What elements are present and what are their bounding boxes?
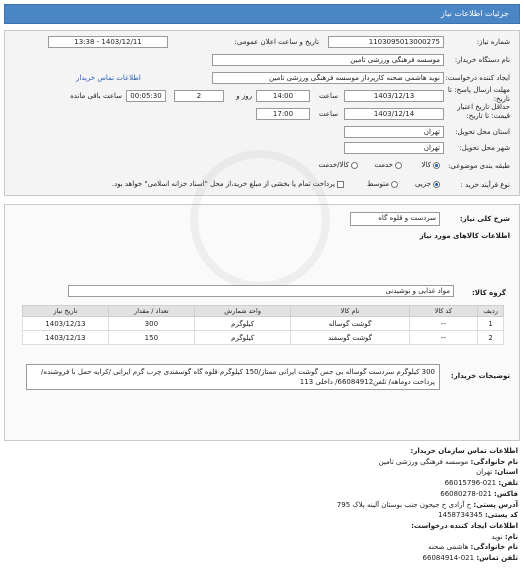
contact-address: آدرس پستی: خ آزادی خ جیحون جنب بوستان آلینه پلاک 795 xyxy=(336,500,518,509)
city-field: تهران xyxy=(344,142,444,154)
need-number-field: 1103095013000275 xyxy=(328,36,444,48)
buyer-notes-label: توضیحات خریدار: xyxy=(450,372,510,380)
creator-label: ایجاد کننده درخواست: xyxy=(445,74,510,82)
validity-label-2: قیمت: تا تاریخ: xyxy=(466,112,510,120)
table-header-row xyxy=(23,306,504,317)
days-field: 2 xyxy=(174,90,224,102)
validity-time-label: ساعت xyxy=(318,110,338,118)
goods-table xyxy=(22,305,504,345)
radio-icon xyxy=(391,181,398,188)
cell-row-number: 1 xyxy=(478,317,504,331)
process-option-minor[interactable]: جزیی xyxy=(415,180,440,188)
cell-qty: 300 xyxy=(108,317,194,331)
cell-name: گوشت گوساله xyxy=(291,317,409,331)
radio-icon xyxy=(351,162,358,169)
process-label: نوع فرآیند خرید : xyxy=(460,181,510,189)
col-header-row: ردیف xyxy=(478,306,504,317)
process-option-medium[interactable]: متوسط xyxy=(367,180,398,188)
cell-name: گوشت گوسفند xyxy=(291,331,409,345)
contact-section xyxy=(6,446,518,564)
col-header-date: تاریخ نیاز xyxy=(23,306,109,317)
creator-family: نام خانوادگی: هاشمی صحنه xyxy=(428,543,518,552)
table-row xyxy=(23,331,504,345)
contact-postal: کد پستی: 1458734345 xyxy=(438,511,518,520)
cell-qty: 150 xyxy=(108,331,194,345)
validity-date-field: 1403/12/14 xyxy=(344,108,444,120)
days-label: روز و xyxy=(236,92,252,100)
col-header-unit: واحد شمارش xyxy=(194,306,291,317)
deadline-time-label: ساعت xyxy=(318,92,338,100)
deadline-label-2: تاریخ: xyxy=(493,95,510,103)
province-label: استان محل تحویل: xyxy=(455,128,510,136)
category-option-both[interactable]: کالا/خدمت xyxy=(319,161,358,169)
page-header xyxy=(4,4,520,24)
payment-checkbox[interactable]: پرداخت تمام یا بخشی از مبلغ خرید،از محل "اسناد خزانه اسلامی" خواهد بود. xyxy=(112,180,344,188)
validity-label-1: حداقل تاریخ اعتبار xyxy=(457,103,510,111)
buyer-notes-field: 300 کیلوگرم سردست گوساله بی جس گوشت ایرانی ممتاز/150 کیلوگرم قلوه گاه گوسفندی چرب گرم ایرانی /کرایه حمل با فروشنده/ پرداخت دوماهه/ تلفن66084912/ داخلی 113 xyxy=(26,364,440,390)
buyer-label: نام دستگاه خریدار: xyxy=(454,56,510,64)
category-option-service[interactable]: خدمت xyxy=(374,161,402,169)
cell-date: 1403/12/13 xyxy=(23,331,109,345)
remaining-field: 00:05:30 xyxy=(126,90,166,102)
buyer-field: موسسه فرهنگی ورزشی تامین xyxy=(212,54,444,66)
cell-code: -- xyxy=(409,317,478,331)
buyer-contact-link[interactable]: اطلاعات تماس خریدار xyxy=(76,74,141,82)
radio-selected-icon xyxy=(433,181,440,188)
city-label: شهر محل تحویل: xyxy=(459,144,510,152)
creator-name: نام: نوید xyxy=(491,532,518,541)
col-header-name: نام کالا xyxy=(291,306,409,317)
creator-phone: تلفن تماس: 021-66084914 xyxy=(422,554,518,563)
contact-fax: فاکس: 021-66080278 xyxy=(440,489,518,498)
province-field: تهران xyxy=(344,126,444,138)
deadline-time-field: 14:00 xyxy=(256,90,310,102)
contact-title: اطلاعات تماس سازمان خریدار: xyxy=(410,447,518,455)
page-title: جزئیات اطلاعات نیاز xyxy=(440,9,509,18)
radio-selected-icon xyxy=(433,162,440,169)
cell-row-number: 2 xyxy=(478,331,504,345)
checkbox-icon xyxy=(337,181,344,188)
contact-phone: تلفن: 021-66015796 xyxy=(444,479,518,488)
col-header-code: کد کالا xyxy=(409,306,478,317)
creator-field: نوید هاشمی صحنه کارپرداز موسسه فرهنگی ورزشی تامین xyxy=(212,72,444,84)
group-field: مواد غذایی و نوشیدنی xyxy=(68,285,454,297)
radio-icon xyxy=(395,162,402,169)
cell-code: -- xyxy=(409,331,478,345)
category-label: طبقه بندی موضوعی: xyxy=(448,162,510,170)
category-option-goods[interactable]: کالا xyxy=(422,161,440,169)
need-number-label: شماره نیاز: xyxy=(476,38,510,46)
col-header-qty: تعداد / مقدار xyxy=(108,306,194,317)
table-row xyxy=(23,317,504,331)
cell-date: 1403/12/13 xyxy=(23,317,109,331)
contact-province: استان: تهران xyxy=(476,468,518,477)
announce-label: تاریخ و ساعت اعلان عمومی: xyxy=(234,38,319,46)
remaining-label: ساعت باقی مانده xyxy=(70,92,122,100)
validity-time-field: 17:00 xyxy=(256,108,310,120)
cell-unit: کیلوگرم xyxy=(194,317,291,331)
summary-field: سردست و قلوه گاه xyxy=(350,212,440,226)
group-label: گروه کالا: xyxy=(471,289,506,297)
summary-label: شرح کلی نیاز: xyxy=(459,215,510,223)
goods-info-title: اطلاعات کالاهای مورد نیاز xyxy=(419,232,510,240)
watermark-seal xyxy=(190,150,330,290)
deadline-label-1: مهلت ارسال پاسخ: تا xyxy=(447,86,510,94)
announce-field: 1403/12/11 - 13:38 xyxy=(48,36,168,48)
creator-title: اطلاعات ایجاد کننده درخواست: xyxy=(411,521,518,530)
contact-org: نام خانوادگی: موسسه فرهنگی ورزشی تامین xyxy=(378,457,518,466)
cell-unit: کیلوگرم xyxy=(194,331,291,345)
deadline-date-field: 1403/12/13 xyxy=(344,90,444,102)
